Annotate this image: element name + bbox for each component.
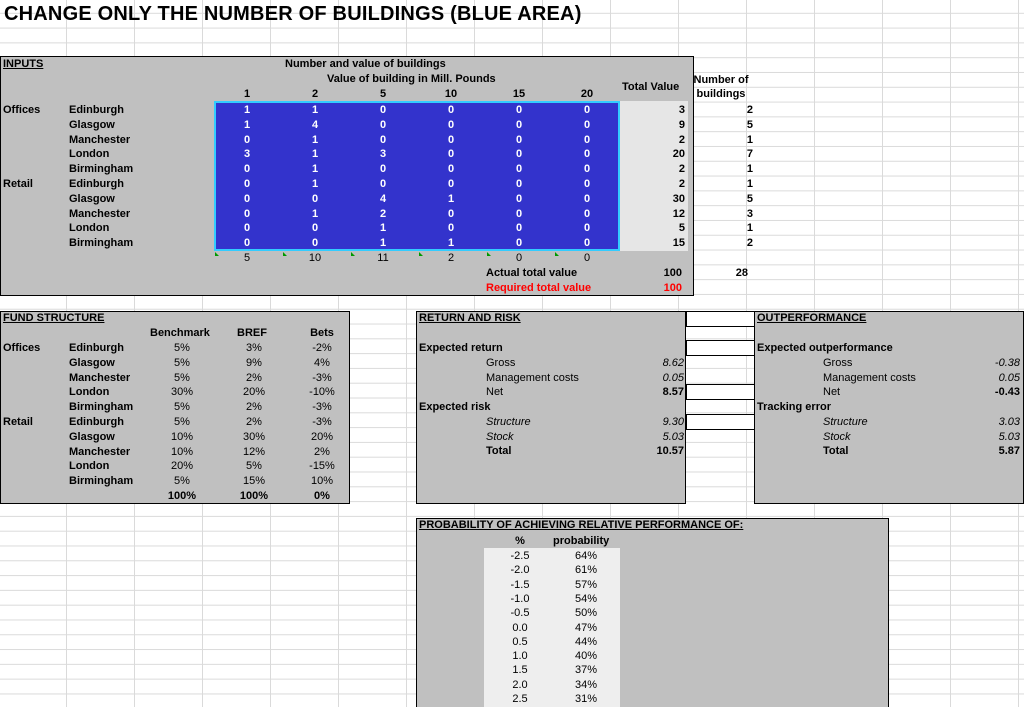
fund-col-header: BREF [237,327,267,339]
building-count-cell[interactable]: 1 [447,237,455,250]
num-buildings-cell: 1 [746,222,753,235]
building-count-cell[interactable]: 0 [515,207,523,220]
num-buildings-cell: 1 [746,178,753,190]
outperformance-header: OUTPERFORMANCE [757,312,867,324]
building-count-cell[interactable]: 3 [243,148,251,161]
fund-cell: -2% [312,342,332,354]
divider-box-2 [686,340,756,356]
input-city: London [69,222,110,235]
total-value-cell: 5 [678,222,685,235]
building-count-cell[interactable]: 1 [311,163,319,176]
fund-cell: 20% [310,430,334,443]
num-buildings-cell: 5 [746,118,753,131]
input-city: Manchester [69,133,131,146]
building-count-cell[interactable]: 0 [583,222,591,235]
building-count-cell[interactable]: 0 [447,148,455,161]
op-structure-value: 3.03 [998,416,1020,428]
input-city: Glasgow [69,192,115,205]
formula-indicator-icon [351,252,355,256]
prob-value-cell: 47% [574,621,598,634]
op-net-value: -0.43 [994,386,1020,398]
op-structure-label: Structure [823,416,868,428]
building-count-cell[interactable]: 1 [243,118,251,131]
building-count-cell[interactable]: 0 [311,192,319,205]
input-city: London [69,148,110,161]
rr-gross-value: 8.62 [662,357,684,369]
rr-structure-value: 9.30 [662,416,684,428]
building-count-cell[interactable]: 4 [379,192,387,205]
value-col-header: 2 [311,88,319,100]
fund-city: Manchester [69,445,131,458]
prob-pct-cell: 0.0 [512,621,528,634]
prob-pct-cell: -1.5 [510,578,530,591]
building-count-cell[interactable]: 0 [379,163,387,176]
building-count-cell[interactable]: 0 [515,148,523,161]
op-gross-label: Gross [823,357,853,369]
column-total: 5 [243,252,251,264]
column-total: 2 [447,252,455,264]
fund-total: 100% [167,490,197,502]
fund-cell: 20% [170,460,194,473]
super-header: Number and value of buildings [285,58,446,70]
building-count-cell[interactable]: 0 [583,237,591,250]
op-total-label: Total [823,445,849,457]
prob-value-cell: 64% [574,550,598,562]
total-value-cell: 15 [672,237,685,250]
fund-cell: -10% [309,386,335,399]
fund-cell: 9% [246,356,262,369]
building-count-cell[interactable]: 0 [515,222,523,235]
fund-cell: -3% [312,401,332,414]
formula-indicator-icon [487,252,491,256]
fund-cell: 30% [242,430,266,443]
prob-value-cell: 31% [574,693,598,705]
prob-value-cell: 57% [574,578,598,591]
fund-cell: 5% [174,356,190,369]
building-count-cell[interactable]: 0 [515,163,523,176]
rr-stock-label: Stock [486,431,514,443]
fund-cell: 10% [310,475,334,488]
building-count-cell[interactable]: 1 [311,133,319,146]
expected-return-label: Expected return [419,342,503,354]
op-mgmt-value: 0.05 [998,372,1020,384]
input-city: Manchester [69,207,131,220]
fund-cell: 20% [242,386,266,399]
actual-total-label: Actual total value [486,267,578,279]
required-total-value: 100 [663,282,682,294]
prob-value-cell: 44% [574,635,598,648]
input-city: Edinburgh [69,178,124,190]
building-count-grid[interactable] [214,101,620,251]
fund-total: 0% [314,490,330,502]
op-mgmt-label: Management costs [823,372,916,384]
fund-cell: -3% [312,416,332,428]
input-city: Birmingham [69,237,134,250]
building-count-cell[interactable]: 0 [515,237,523,250]
fund-city: Birmingham [69,401,134,414]
total-value-cell: 30 [672,192,685,205]
building-count-cell[interactable]: 0 [243,178,251,190]
num-buildings-cell: 2 [746,237,753,250]
formula-indicator-icon [283,252,287,256]
fund-group-offices: Offices [3,342,41,354]
return-risk-header: RETURN AND RISK [419,312,521,324]
fund-cell: 5% [174,401,190,414]
rr-net-value: 8.57 [662,386,684,398]
building-count-cell[interactable]: 1 [311,207,319,220]
building-count-cell[interactable]: 0 [583,163,591,176]
column-total: 11 [377,252,389,264]
fund-cell: 5% [174,371,190,384]
building-count-cell[interactable]: 0 [447,178,455,190]
fund-city: Manchester [69,371,131,384]
total-value-cell: 12 [672,207,685,220]
building-count-cell[interactable]: 0 [311,237,319,250]
fund-city: Edinburgh [69,416,124,428]
fund-cell: 4% [314,356,330,369]
prob-value-cell: 37% [574,664,598,677]
tracking-error-label: Tracking error [757,401,831,413]
fund-col-header: Benchmark [150,327,210,339]
building-count-cell[interactable]: 0 [447,163,455,176]
prob-pct-cell: -2.0 [510,564,530,577]
formula-indicator-icon [419,252,423,256]
total-value-cell: 2 [678,133,685,146]
expected-outperf-label: Expected outperformance [757,342,893,354]
prob-pct-cell: 0.5 [512,635,528,648]
column-total: 0 [583,252,591,264]
group-offices: Offices [3,104,41,116]
page-title: CHANGE ONLY THE NUMBER OF BUILDINGS (BLUE AREA) [4,3,582,25]
fund-cell: 2% [246,401,262,414]
prob-pct-cell: 2.0 [512,678,528,691]
fund-city: London [69,386,110,399]
fund-cell: 5% [174,475,190,488]
op-total-value: 5.87 [998,445,1020,457]
fund-city: Glasgow [69,356,115,369]
prob-pct-label: % [515,535,525,547]
fund-city: Glasgow [69,430,115,443]
rr-structure-label: Structure [486,416,531,428]
building-count-cell[interactable]: 0 [515,133,523,146]
rr-mgmt-label: Management costs [486,372,579,384]
building-count-cell[interactable]: 0 [583,192,591,205]
total-value-cell: 20 [672,148,685,161]
divider-box-1 [686,311,756,327]
group-retail: Retail [3,178,33,190]
column-total: 10 [308,252,322,264]
column-total: 0 [515,252,523,264]
fund-cell: 2% [246,416,262,428]
building-count-cell[interactable]: 1 [243,104,251,116]
prob-probability-label: probability [553,535,610,547]
prob-value-cell: 61% [574,564,598,577]
sub-header: Value of building in Mill. Pounds [327,73,496,85]
divider-box-4 [686,414,756,430]
building-count-cell[interactable]: 0 [515,192,523,205]
building-count-cell[interactable]: 0 [583,104,591,116]
fund-col-header: Bets [310,327,334,339]
fund-cell: 2% [246,371,262,384]
op-net-label: Net [823,386,841,398]
prob-value-cell: 34% [574,678,598,691]
rr-stock-value: 5.03 [662,431,684,443]
building-count-cell[interactable]: 0 [243,163,251,176]
value-col-header: 15 [512,88,526,100]
building-count-cell[interactable]: 0 [447,118,455,131]
value-col-header: 5 [379,88,387,100]
rr-mgmt-value: 0.05 [662,372,684,384]
op-stock-value: 5.03 [998,431,1020,443]
rr-net-label: Net [486,386,504,398]
formula-indicator-icon [215,252,219,256]
building-count-cell[interactable]: 0 [583,178,591,190]
building-count-cell[interactable]: 0 [447,133,455,146]
num-buildings-cell: 1 [746,163,753,176]
input-city: Birmingham [69,163,134,176]
input-city: Glasgow [69,118,115,131]
fund-cell: 30% [170,386,194,399]
building-count-cell[interactable]: 0 [447,222,455,235]
prob-pct-cell: -0.5 [510,607,530,620]
required-total-label: Required total value [486,282,592,294]
building-count-cell[interactable]: 0 [243,237,251,250]
prob-pct-cell: 1.5 [512,664,528,677]
input-city: Edinburgh [69,104,124,116]
building-count-cell[interactable]: 0 [447,104,455,116]
num-buildings-cell: 3 [746,207,753,220]
building-count-cell[interactable]: 1 [311,104,319,116]
prob-pct-cell: 1.0 [512,650,528,663]
fund-total: 100% [239,490,269,502]
op-gross-value: -0.38 [994,357,1020,369]
building-count-cell[interactable]: 0 [379,133,387,146]
expected-risk-label: Expected risk [419,401,491,413]
building-count-cell[interactable]: 4 [311,118,319,131]
building-count-cell[interactable]: 0 [447,207,455,220]
building-count-cell[interactable]: 3 [379,148,387,161]
building-count-cell[interactable]: 0 [583,207,591,220]
fund-cell: 10% [170,445,194,458]
num-buildings-cell: 5 [746,192,753,205]
building-count-cell[interactable]: 0 [583,118,591,131]
building-count-cell[interactable]: 0 [243,222,251,235]
formula-indicator-icon [555,252,559,256]
fund-city: Edinburgh [69,342,124,354]
fund-group-retail: Retail [3,416,33,428]
num-buildings-cell: 2 [746,104,753,116]
total-value-label: Total Value [622,81,680,93]
divider-box-3 [686,384,756,400]
building-count-cell[interactable]: 1 [311,148,319,161]
building-count-cell[interactable]: 0 [379,104,387,116]
fund-city: Birmingham [69,475,134,488]
value-col-header: 20 [580,88,594,100]
value-col-header: 1 [243,88,251,100]
fund-cell: -15% [309,460,335,473]
building-count-cell[interactable]: 0 [243,207,251,220]
fund-cell: 2% [314,445,330,458]
rr-gross-label: Gross [486,357,516,369]
fund-city: London [69,460,110,473]
probability-header: PROBABILITY OF ACHIEVING RELATIVE PERFORMANCE OF: [419,519,744,531]
building-count-cell[interactable]: 1 [447,192,455,205]
prob-value-cell: 50% [574,607,598,620]
prob-pct-cell: -2.5 [510,550,530,562]
rr-total-value: 10.57 [656,445,684,457]
total-value-cell: 2 [678,163,685,176]
fund-cell: 15% [242,475,266,488]
building-count-cell[interactable]: 0 [515,178,523,190]
building-count-cell[interactable]: 1 [379,237,387,250]
prob-pct-cell: 2.5 [512,693,528,705]
building-count-cell[interactable]: 0 [583,148,591,161]
prob-pct-cell: -1.0 [510,592,530,605]
building-count-cell[interactable]: 0 [379,118,387,131]
building-count-cell[interactable]: 1 [311,178,319,190]
building-count-cell[interactable]: 0 [311,222,319,235]
value-col-header: 10 [444,88,458,100]
inputs-header: INPUTS [3,58,44,70]
actual-total-count: 28 [735,267,748,279]
num-buildings-cell: 7 [746,148,753,161]
fund-cell: 5% [246,460,262,473]
building-count-cell[interactable]: 0 [583,133,591,146]
fund-cell: 12% [242,445,266,458]
op-stock-label: Stock [823,431,851,443]
total-value-cell: 2 [678,178,685,190]
building-count-cell[interactable]: 0 [515,118,523,131]
fund-cell: 5% [174,416,190,428]
building-count-cell[interactable]: 0 [515,104,523,116]
fund-structure-header: FUND STRUCTURE [3,312,105,324]
total-value-cell: 3 [678,104,685,116]
building-count-cell[interactable]: 0 [379,178,387,190]
num-buildings-cell: 1 [746,133,753,146]
building-count-cell[interactable]: 1 [379,222,387,235]
building-count-cell[interactable]: 2 [379,207,387,220]
prob-value-cell: 40% [574,650,598,663]
actual-total-value: 100 [663,267,682,279]
fund-cell: 5% [174,342,190,354]
rr-total-label: Total [486,445,512,457]
total-value-cell: 9 [678,118,685,131]
building-count-cell[interactable]: 0 [243,192,251,205]
fund-cell: -3% [312,371,332,384]
prob-value-cell: 54% [574,592,598,605]
num-buildings-label: Number of buildings [693,74,749,100]
fund-cell: 10% [170,430,194,443]
building-count-cell[interactable]: 0 [243,133,251,146]
fund-cell: 3% [246,342,262,354]
